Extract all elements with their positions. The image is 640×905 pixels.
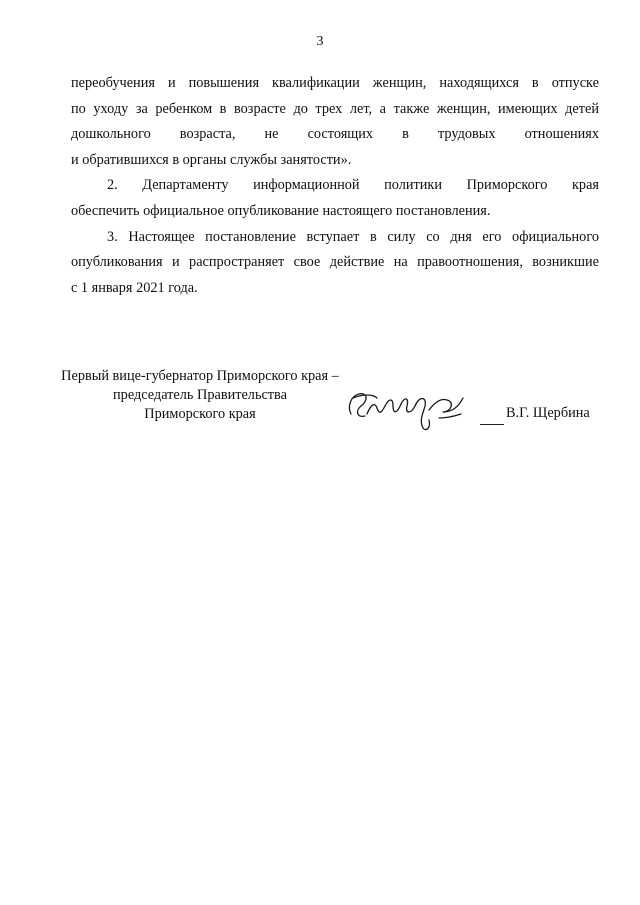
page-number: 3 xyxy=(316,34,324,49)
text-line: 3. Настоящее постановление вступает в силу со дня его официального xyxy=(107,228,599,245)
paragraph-item-2 xyxy=(71,173,599,224)
text-line: переобучения и повышения квалификации женщин, находящихся в отпуске xyxy=(71,75,599,91)
signatory-title xyxy=(60,367,340,424)
signatory-title-line: Первый вице-губернатор Приморского края – xyxy=(61,368,339,384)
text-line: опубликования и распространяет свое действие на правоотношения, возникшие xyxy=(71,254,599,271)
signatory-title-line: Приморского края xyxy=(144,406,256,422)
text-line: обеспечить официальное опубликование настоящего постановления. xyxy=(71,202,491,219)
handwritten-signature xyxy=(343,384,483,434)
text-line: дошкольного возраста, не состоящих в трудовых отношениях xyxy=(71,126,599,143)
signatory-title-line: председатель Правительства xyxy=(113,387,287,403)
document-body xyxy=(71,71,599,301)
paragraph-continuation xyxy=(71,71,599,173)
text-line: с 1 января 2021 года. xyxy=(71,279,198,296)
paragraph-item-3 xyxy=(71,225,599,302)
text-line: и обратившихся в органы службы занятости». xyxy=(71,151,352,168)
signer-name: В.Г. Щербина xyxy=(506,405,590,421)
text-line: по уходу за ребенком в возрасте до трех лет, а также женщин, имеющих детей xyxy=(71,100,599,117)
text-line: 2. Департаменту информационной политики Приморского края xyxy=(107,177,599,194)
signature-underline xyxy=(480,424,504,425)
